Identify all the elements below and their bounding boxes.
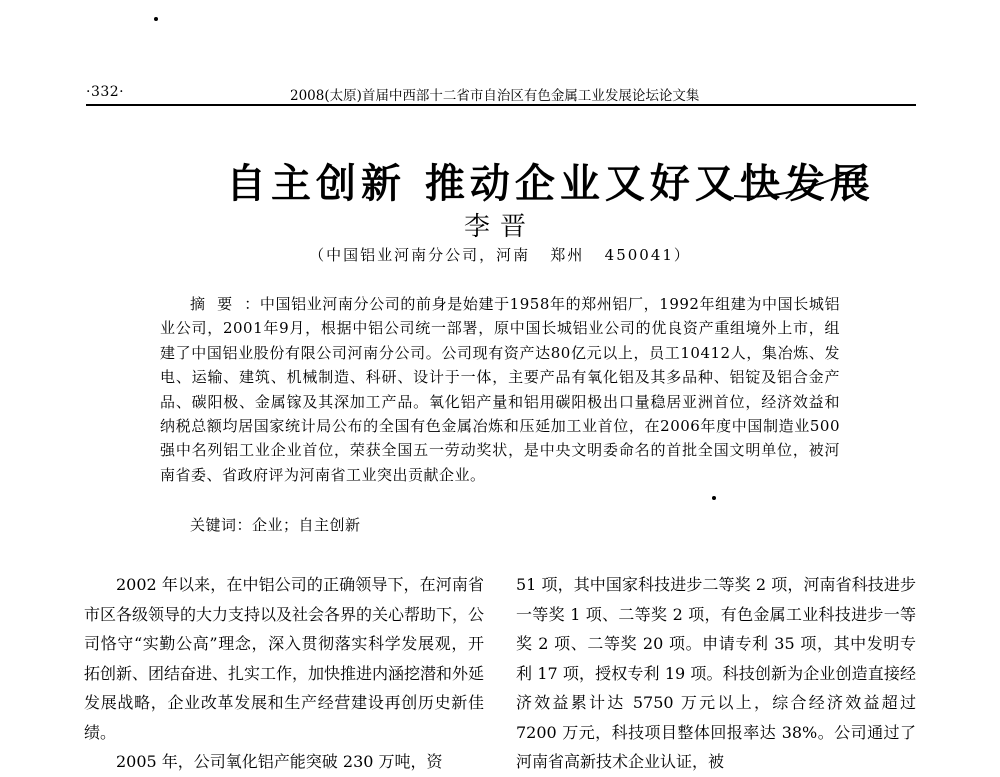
scan-speck bbox=[154, 17, 158, 21]
abstract bbox=[160, 292, 840, 487]
article-title: 自主创新 推动企业又好又快发展 bbox=[226, 160, 875, 207]
body-left-column bbox=[84, 570, 484, 777]
body-paragraph: 2002 年以来，在中铝公司的正确领导下，在河南省市区各级领导的大力支持以及社会各界的关心帮助下，公司恪守“实勤公高”理念，深入贯彻落实科学发展观，开拓创新、团结奋进、扎实工作，加快推进内涵挖潜和外延发展战略，企业改革发展和生产经营建设再创历史新佳绩。 bbox=[84, 575, 485, 742]
page-number: ·332· bbox=[86, 84, 125, 100]
keywords-text: 企业；自主创新 bbox=[252, 516, 361, 534]
body-paragraph: 51 项，其中国家科技进步二等奖 2 项，河南省科技进步一等奖 1 项、二等奖 2 项，有色金属工业科技进步一等奖 2 项、二等奖 20 项。申请专利 35 项，其中发明专利 17 项，授权专利 19 项。科技创新为企业创造直接经济效益累计达 5750 万元以上，综合经济效益超过 7200 万元，科技项目整体回报率达 38%。公司通过了河南省高新技术企业认证，被 bbox=[516, 575, 916, 771]
abstract-colon: ： bbox=[244, 295, 260, 313]
affiliation: （中国铝业河南分公司，河南 郑州 450041） bbox=[309, 246, 691, 264]
scan-speck bbox=[712, 496, 716, 500]
body-right-column bbox=[516, 570, 916, 777]
author: 李晋 bbox=[463, 212, 536, 242]
abstract-label: 摘要 bbox=[190, 295, 245, 313]
title-swoosh bbox=[730, 160, 870, 200]
keywords bbox=[190, 514, 361, 535]
body-paragraph: 2005 年，公司氧化铝产能突破 230 万吨，资 bbox=[116, 752, 443, 771]
header-rule bbox=[86, 104, 916, 106]
abstract-text: 中国铝业河南分公司的前身是始建于1958年的郑州铝厂，1992年组建为中国长城铝业公司，2001年9月，根据中铝公司统一部署，原中国长城铝业公司的优良资产重组境外上市，组建了中国铝业股份有限公司河南分公司。公司现有资产达80亿元以上，员工10412人，集冶炼、发电、运输、建筑、机械制造、科研、设计于一体，主要产品有氧化铝及其多品种、铝锭及铝合金产品、碳阳极、金属镓及其深加工产品。氧化铝产量和铝用碳阳极出口量稳居亚洲首位，经济效益和纳税总额均居国家统计局公布的全国有色金属冶炼和压延加工业首位，在2006年度中国制造业500强中名列铝工业企业首位，荣获全国五一劳动奖状，是中央文明委命名的首批全国文明单位，被河南省委、省政府评为河南省工业突出贡献企业。 bbox=[160, 295, 840, 484]
running-header: 2008(太原)首届中西部十二省市自治区有色金属工业发展论坛论文集 bbox=[290, 88, 700, 104]
keywords-label: 关键词： bbox=[190, 516, 253, 534]
